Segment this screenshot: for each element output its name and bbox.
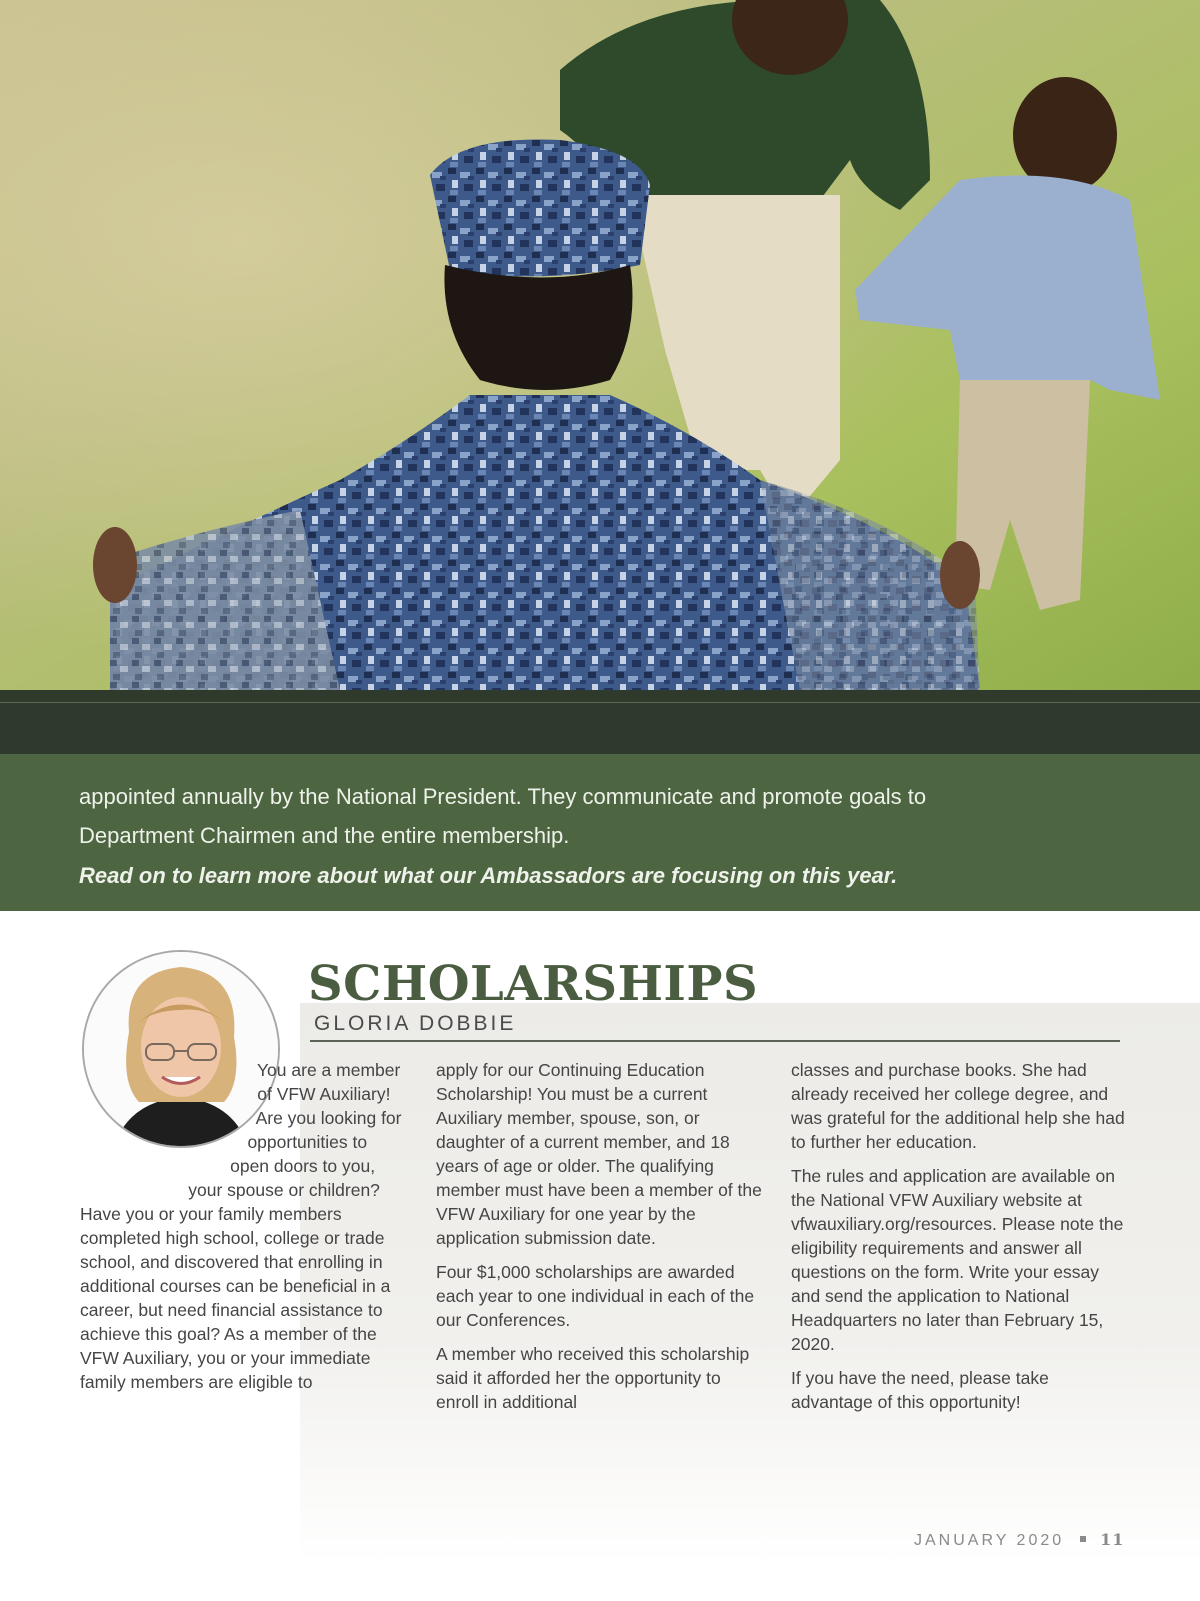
column-3-paragraph-3: If you have the need, please take advantage of this opportunity! [791, 1368, 1049, 1412]
column-3 [791, 1058, 1131, 1424]
issue-date: JANUARY 2020 [914, 1532, 1065, 1549]
banner-rule [0, 702, 1200, 703]
column-3-paragraph-2: The rules and application are available on the National VFW Auxiliary website at vfwauxiliary.org/resources. Please note the eligibility requirements and answer all questions on the form. Write your essay and send the application to National Headquarters no later than February 15, 2020. [791, 1166, 1124, 1354]
article-title: SCHOLARSHIPS [308, 956, 759, 1012]
author-name: GLORIA DOBBIE [314, 1012, 517, 1035]
column-1 [80, 1058, 410, 1404]
column-2-paragraph-2: Four $1,000 scholarships are awarded each year to one individual in each of the our Conferences. [436, 1262, 755, 1330]
intro-line-1: appointed annually by the National President. They communicate and promote goals to [79, 784, 927, 809]
column-2-paragraph-1: apply for our Continuing Education Scholarship! You must be a current Auxiliary member, spouse, son, or daughter of a current member, and 18 years of age or older. The qualifying member must have been a member of the VFW Auxiliary for one year by the application submission date. [436, 1060, 762, 1248]
column-1-paragraph-1: You are a member of VFW Auxiliary! Are you looking for opportunities to open doors to you, your spouse or children? Have you or your family members completed high school, college or trade school, and discovered that enrolling in additional courses can be beneficial in a career, but need financial assistance to achieve this goal? As a member of the VFW Auxiliary, you or your immediate family members are eligible to [80, 1060, 402, 1392]
column-3-paragraph-1: classes and purchase books. She had already received her college degree, and was grateful for the additional help she had to further her education. [791, 1060, 1125, 1152]
column-2 [436, 1058, 762, 1424]
title-rule [310, 1040, 1120, 1042]
intro-cta: Read on to learn more about what our Ambassadors are focusing on this year. [79, 863, 898, 888]
intro-line-2: Department Chairmen and the entire membership. [79, 823, 570, 848]
column-2-paragraph-3: A member who received this scholarship said it afforded her the opportunity to enroll in additional [436, 1344, 750, 1412]
dark-banner [0, 690, 1200, 754]
page-number: 11 [1100, 1530, 1125, 1549]
intro-band [0, 754, 1200, 911]
page-footer [914, 1530, 1124, 1550]
hero-photo [0, 0, 1200, 690]
separator-dot [1080, 1536, 1086, 1542]
